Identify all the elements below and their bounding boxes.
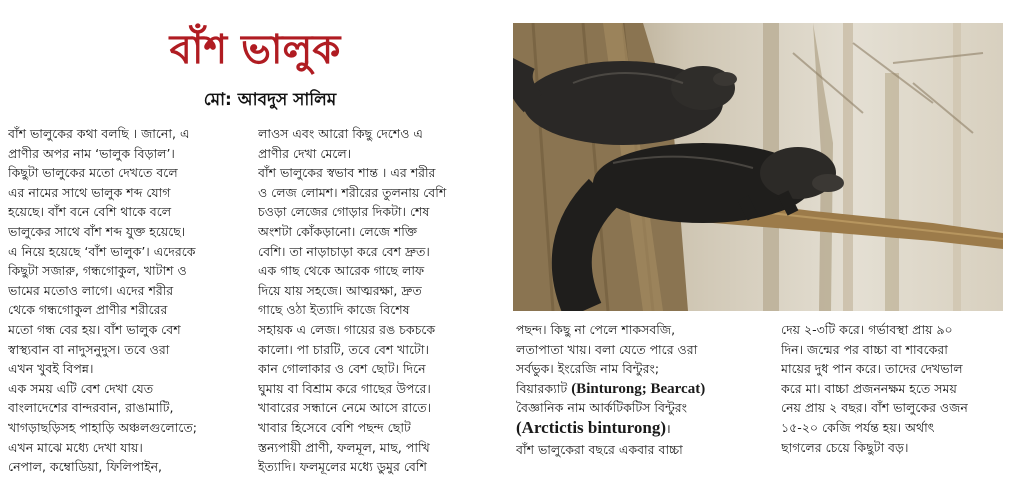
article-byline: মো: আবদুস সালিম — [203, 90, 337, 110]
text-line — [516, 379, 761, 399]
text-line: খাবার হিসেবে বেশি পছন্দ ছোট — [258, 419, 411, 435]
text-line: ও লেজ লোমশ। শরীরের তুলনায় বেশি — [258, 184, 447, 200]
scientific-name: (Arctictis binturong) — [516, 417, 667, 437]
text-line: নেয় প্রায় ২ বছর। বাঁশ ভালুকের ওজন — [781, 400, 968, 416]
binturong-photo — [513, 23, 1003, 311]
text-line: দিন। জন্মের পর বাচ্চা বা শাবকেরা — [781, 341, 948, 357]
text-line: প্রাণীর দেখা মেলে। — [258, 145, 352, 161]
text-line: ভালুকের সাথে বাঁশ শব্দ যুক্ত হয়েছে। — [8, 223, 186, 239]
text-fragment: । — [666, 420, 671, 436]
text-line: ছাগলের চেয়ে কিছুটা বড়। — [781, 439, 909, 455]
text-line: নেপাল, কম্বোডিয়া, ফিলিপাইন, — [8, 459, 163, 475]
text-line: সর্বভুক। ইংরেজি নাম বিন্টুরং; — [516, 361, 660, 377]
text-line: কালো। পা চারটি, তবে বেশ খাটো। — [258, 341, 429, 357]
text-line: এখন খুবই বিপন্ন। — [8, 361, 94, 377]
text-line: বাঁশ ভালুকের স্বভাব শান্ত । এর শরীর — [258, 165, 436, 181]
text-line: কান গোলাকার ও বেশ ছোট। দিনে — [258, 361, 426, 377]
text-line: লাওস এবং আরো কিছু দেশেও এ — [258, 126, 423, 141]
text-line: প্রাণীর অপর নাম ‘ভালুক বিড়াল’। — [8, 145, 175, 161]
text-line: গাছে ওঠা ইত্যাদি কাজে বিশেষ — [258, 302, 410, 318]
text-line: দিয়ে যায় সহজে। আত্মরক্ষা, দ্রুত — [258, 282, 422, 298]
text-line: বাংলাদেশের বান্দরবান, রাঙামাটি, — [8, 400, 174, 416]
text-line — [516, 418, 761, 440]
text-line: বেশি। তা নাড়াচাড়া করে বেশ দ্রুত। — [258, 243, 430, 259]
english-name: (Binturong; Bearcat) — [571, 380, 706, 397]
text-line: এখন মাঝে মধ্যে দেখা যায়। — [8, 439, 143, 455]
text-line: হয়েছে। বাঁশ বনে বেশি থাকে বলে — [8, 204, 172, 220]
text-line: বাঁশ ভালুকের কথা বলছি । জানো, এ — [8, 126, 190, 141]
text-line: খাবারের সন্ধানে নেমে আসে রাতে। — [258, 400, 432, 416]
text-line: পছন্দ। কিছু না পেলে শাকসবজি, — [516, 322, 676, 337]
text-line: এ নিয়ে হয়েছে ‘বাঁশ ভালুক’। এদেরকে — [8, 243, 196, 259]
text-column-1 — [8, 124, 253, 477]
text-line: ঘুমায় বা বিশ্রাম করে গাছের উপরে। — [258, 380, 431, 396]
text-line: মায়ের দুধ পান করে। তাদের দেখভাল — [781, 361, 963, 377]
text-line: এক গাছ থেকে আরেক গাছে লাফ — [258, 263, 425, 279]
text-line: এক সময় এটি বেশ দেখা যেত — [8, 380, 154, 396]
text-line: ইত্যাদি। ফলমূলের মধ্যে ডুমুর বেশি — [258, 459, 427, 475]
text-column-2 — [258, 124, 498, 477]
text-line: কিছুটা ভালুকের মতো দেখতে বলে — [8, 165, 178, 181]
text-line: থেকে গন্ধগোকুল প্রাণীর শরীরের — [8, 302, 168, 318]
text-column-4 — [781, 320, 1006, 457]
text-line: মতো গন্ধ বের হয়। বাঁশ ভালুক বেশ — [8, 321, 181, 337]
text-line: ১৫-২০ কেজি পর্যন্ত হয়। অর্থাৎ — [781, 419, 935, 435]
text-line: চওড়া লেজের গোড়ার দিকটা। শেষ — [258, 204, 430, 220]
text-line: দেয় ২-৩টি করে। গর্ভাবস্থা প্রায় ৯০ — [781, 322, 953, 337]
text-line: সহায়ক এ লেজ। গায়ের রঙ চকচকে — [258, 321, 436, 337]
article-title: বাঁশ ভালুক — [169, 26, 341, 73]
text-line: স্বাস্থ্যবান বা নাদুসনুদুস। তবে ওরা — [8, 341, 170, 357]
text-line: খাগড়াছড়িসহ পাহাড়ি অঞ্চলগুলোতে; — [8, 419, 197, 435]
text-line: লতাপাতা খায়। বলা যেতে পারে ওরা — [516, 341, 698, 357]
text-line: কিছুটা সজারু, গন্ধগোকুল, খাটাশ ও — [8, 263, 187, 279]
text-line: স্তন্যপায়ী প্রাণী, ফলমূল, মাছ, পাখি — [258, 439, 430, 455]
text-line: বৈজ্ঞানিক নাম আর্কটিকটিস বিন্টুরং — [516, 400, 688, 416]
text-fragment: বিয়ারক্যাট — [516, 380, 572, 396]
text-line: বাঁশ ভালুকেরা বছরে একবার বাচ্চা — [516, 441, 683, 457]
text-line: অংশটা কোঁকড়ানো। লেজে শক্তি — [258, 223, 417, 239]
text-line: করে মা। বাচ্চা প্রজননক্ষম হতে সময় — [781, 380, 957, 396]
text-line: এর নামের সাথে ভালুক শব্দ যোগ — [8, 184, 171, 200]
text-line: ভামের মতোও লাগে। এদের শরীর — [8, 282, 174, 298]
text-column-3 — [516, 320, 761, 460]
